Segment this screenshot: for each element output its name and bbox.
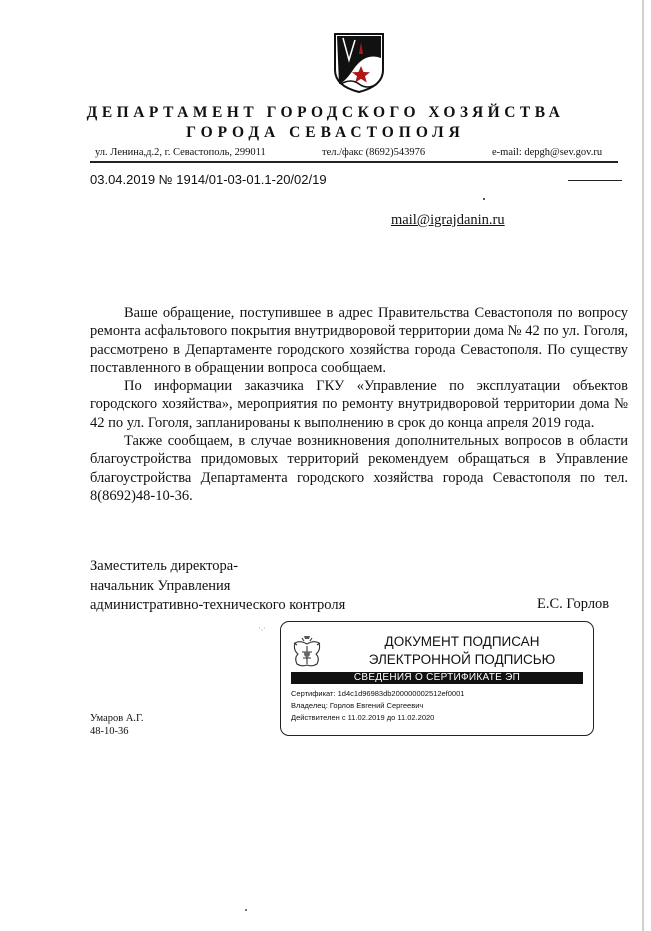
signer-title xyxy=(90,557,345,616)
stamp-certificate-id: Сертификат: 1d4c1d96983db200000002512ef0001 xyxy=(291,689,465,698)
org-phone: тел./факс (8692)543976 xyxy=(322,147,426,158)
sevastopol-coat-of-arms-icon xyxy=(331,30,387,94)
stamp-title-line1: ДОКУМЕНТ ПОДПИСАН xyxy=(384,634,540,649)
stamp-owner: Владелец: Горлов Евгений Сергеевич xyxy=(291,701,424,710)
executor-name: Умаров А.Г. xyxy=(90,713,144,724)
body-paragraph-2: По информации заказчика ГКУ «Управление по эксплуатации объектов городского хозяйства», мероприятия по ремонту внутридворовой территории дома № 42 по ул. Гоголя, запланированы к выполнению в срок до конца апреля 2019 года. xyxy=(90,378,628,431)
executor-info xyxy=(90,712,144,738)
signer-title-line3: административно-технического контроля xyxy=(90,597,346,613)
stamp-title-line2: ЭЛЕКТРОННОЙ ПОДПИСЬЮ xyxy=(368,652,556,667)
signer-title-line1: Заместитель директора- xyxy=(90,558,239,574)
executor-phone: 48-10-36 xyxy=(90,726,129,737)
body-paragraph-3: Также сообщаем, в случае возникновения дополнительных вопросов в области благоустройства придомовых территорий рекомендуем обращаться в Управление благоустройства Департамента городского хозяйства города Севастополя по тел. 8(8692)48-10-36. xyxy=(90,433,628,504)
org-email: e-mail: depgh@sev.gov.ru xyxy=(492,147,603,158)
electronic-signature-stamp xyxy=(280,621,594,736)
registration-number: 03.04.2019 № 1914/01-03-01.1-20/02/19 xyxy=(90,172,327,187)
stamp-validity: Действителен с 11.02.2019 до 11.02.2020 xyxy=(291,713,435,722)
stamp-certificate-header: СВЕДЕНИЯ О СЕРТИФИКАТЕ ЭП xyxy=(291,672,583,684)
letter-body xyxy=(90,304,628,505)
registration-blank-line xyxy=(568,180,622,181)
recipient-email: mail@igrajdanin.ru xyxy=(391,212,505,228)
scan-dot xyxy=(483,198,485,200)
signer-title-line2: начальник Управления xyxy=(90,577,231,594)
letterhead-divider xyxy=(90,161,618,163)
org-name-line1: ДЕПАРТАМЕНТ ГОРОДСКОГО ХОЗЯЙСТВА xyxy=(86,104,565,121)
signer-name: Е.С. Горлов xyxy=(537,596,610,612)
org-name-line2: ГОРОДА СЕВАСТОПОЛЯ xyxy=(186,124,465,141)
scan-mark: ˈ‧ˈ xyxy=(258,626,266,635)
org-address: ул. Ленина,д.2, г. Севастополь, 299011 xyxy=(95,147,266,158)
body-paragraph-1: Ваше обращение, поступившее в адрес Правительства Севастополя по вопросу ремонта асфальтового покрытия внутридворовой территории дома № 42 по ул. Гоголя, рассмотрено в Департаменте городского хозяйства города Севастополя. По существу поставленного в обращении вопроса сообщаем. xyxy=(90,305,628,376)
double-headed-eagle-icon xyxy=(290,634,324,670)
scan-dot xyxy=(245,909,247,911)
